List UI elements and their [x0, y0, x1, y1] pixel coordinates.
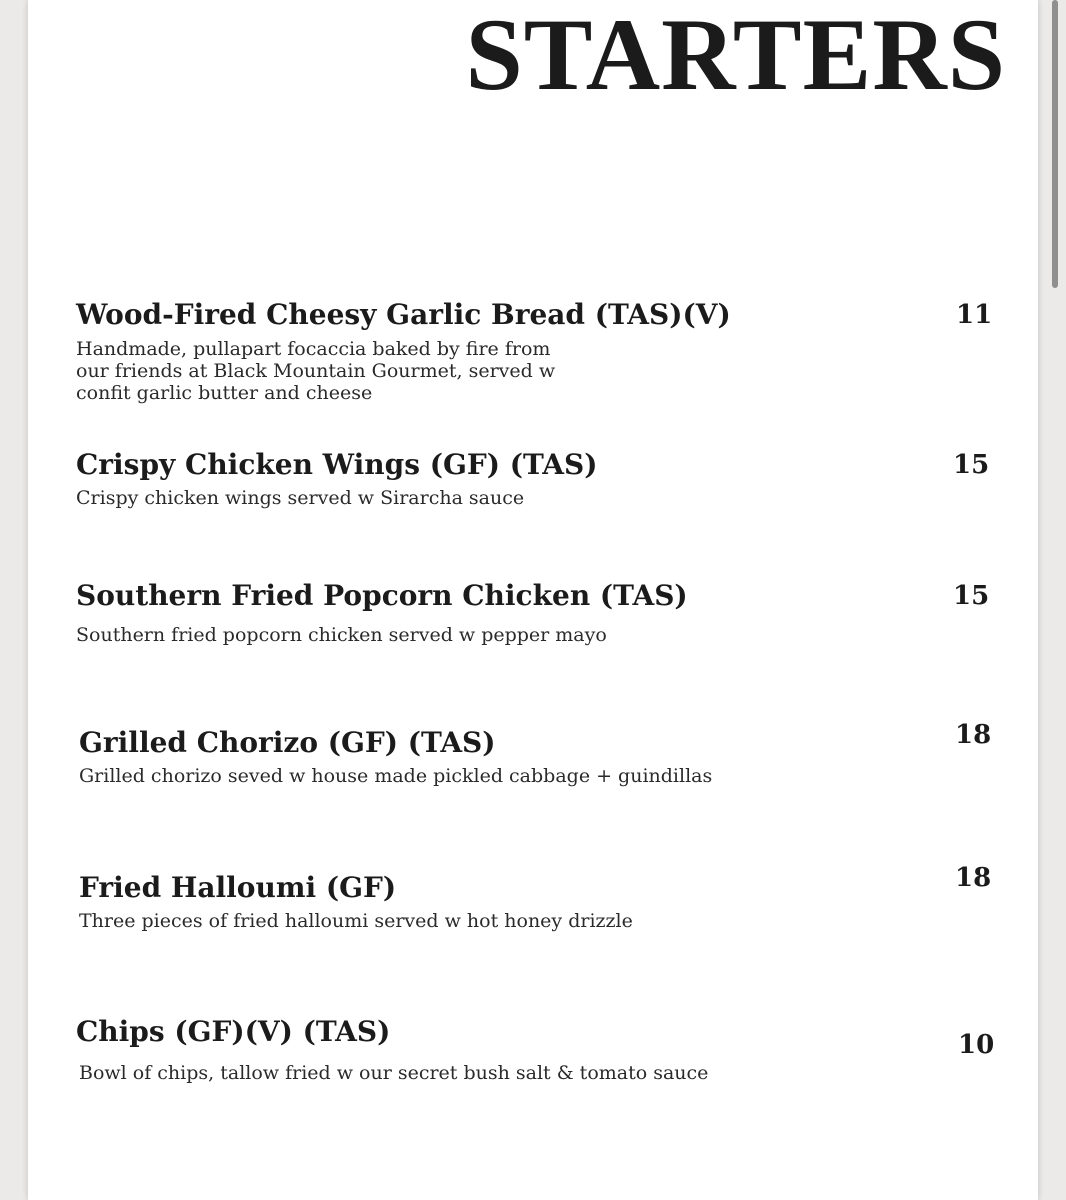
menu-page	[28, 0, 1038, 1200]
menu-item-description: Three pieces of fried halloumi served w hot honey drizzle	[79, 910, 633, 932]
menu-item-name: Southern Fried Popcorn Chicken (TAS)	[76, 579, 688, 612]
menu-item-price: 10	[958, 1030, 995, 1060]
vertical-scrollbar[interactable]	[1052, 0, 1058, 288]
menu-title: STARTERS	[465, 0, 1006, 112]
menu-item-description: Crispy chicken wings served w Sirarcha sauce	[76, 487, 525, 509]
menu-item-price: 18	[955, 720, 992, 750]
menu-item-name: Wood-Fired Cheesy Garlic Bread (TAS)(V)	[76, 298, 731, 331]
menu-item-price: 11	[956, 300, 993, 330]
menu-item-name: Crispy Chicken Wings (GF) (TAS)	[76, 448, 598, 481]
menu-item-name: Chips (GF)(V) (TAS)	[76, 1015, 391, 1048]
menu-item-description: Bowl of chips, tallow fried w our secret bush salt & tomato sauce	[79, 1062, 709, 1084]
menu-item-price: 15	[953, 581, 990, 611]
menu-item-price: 15	[953, 450, 990, 480]
menu-item-description: Grilled chorizo seved w house made pickled cabbage + guindillas	[79, 765, 713, 787]
menu-item-name: Fried Halloumi (GF)	[79, 871, 397, 904]
menu-item-description: Handmade, pullapart focaccia baked by fire from our friends at Black Mountain Gourmet, served w confit garlic butter and cheese	[76, 338, 556, 404]
menu-item-name: Grilled Chorizo (GF) (TAS)	[79, 726, 496, 759]
menu-item-price: 18	[955, 863, 992, 893]
menu-item-description: Southern fried popcorn chicken served w pepper mayo	[76, 624, 607, 646]
